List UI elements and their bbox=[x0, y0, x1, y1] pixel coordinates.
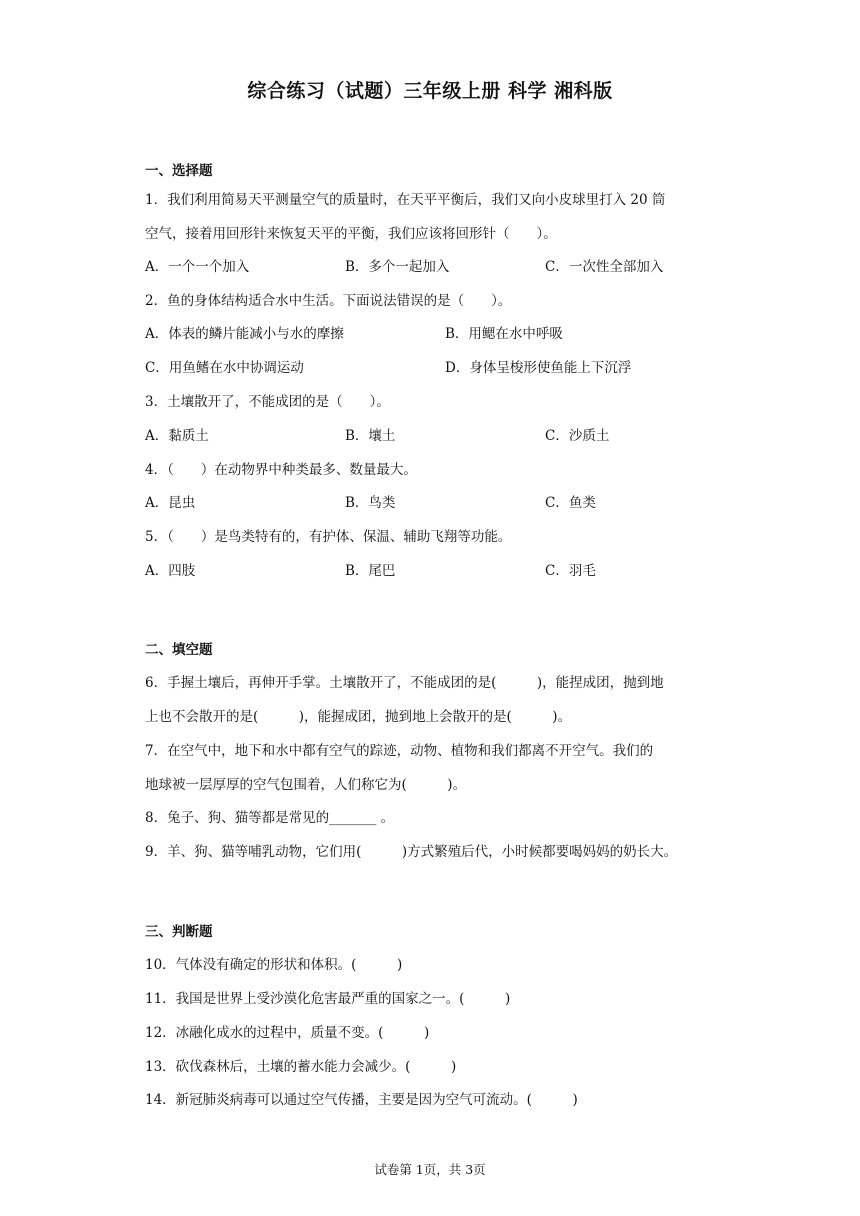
question-8: 8．兔子、狗、猫等都是常见的_______ 。 bbox=[145, 810, 395, 826]
question-6-line-2: 上也不会散开的是( )，能握成团，抛到地上会散开的是( )。 bbox=[145, 709, 572, 725]
question-4-option-a: A．昆虫 bbox=[145, 495, 196, 511]
question-5-option-a: A．四肢 bbox=[145, 563, 196, 579]
section-heading-fill-in: 二、填空题 bbox=[145, 642, 213, 658]
question-3-option-c: C．沙质土 bbox=[545, 428, 610, 444]
question-10: 10．气体没有确定的形状和体积。( ) bbox=[145, 957, 403, 973]
question-6-line-1: 6．手握土壤后，再伸开手掌。土壤散开了，不能成团的是( )，能捏成团，抛到地 bbox=[145, 675, 664, 691]
question-5-option-b: B．尾巴 bbox=[345, 563, 396, 579]
section-heading-true-false: 三、判断题 bbox=[145, 924, 213, 940]
question-12: 12．冰融化成水的过程中，质量不变。( ) bbox=[145, 1025, 430, 1041]
question-3-option-a: A．黏质土 bbox=[145, 428, 209, 444]
question-4-option-c: C．鱼类 bbox=[545, 495, 596, 511]
question-1-line-2: 空气，接着用回形针来恢复天平的平衡，我们应该将回形针（ ）。 bbox=[145, 226, 557, 242]
question-7-line-2: 地球被一层厚厚的空气包围着，人们称它为( )。 bbox=[145, 777, 467, 793]
question-1-option-c: C．一次性全部加入 bbox=[545, 259, 664, 275]
question-9: 9．羊、狗、猫等哺乳动物，它们用( )方式繁殖后代，小时候都要喝妈妈的奶长大。 bbox=[145, 844, 678, 860]
question-3: 3．土壤散开了，不能成团的是（ ）。 bbox=[145, 394, 390, 410]
question-4-option-b: B．鸟类 bbox=[345, 495, 396, 511]
question-4: 4．（ ）在动物界中种类最多、数量最大。 bbox=[145, 462, 417, 478]
page-footer: 试卷第 1页，共 3页 bbox=[374, 1162, 486, 1177]
question-5: 5．（ ）是鸟类特有的，有护体、保温、辅助飞翔等功能。 bbox=[145, 529, 512, 545]
page-title: 综合练习（试题）三年级上册 科学 湘科版 bbox=[247, 80, 613, 102]
question-2-option-b: B．用鳃在水中呼吸 bbox=[445, 326, 563, 342]
question-7-line-1: 7．在空气中，地下和水中都有空气的踪迹，动物、植物和我们都离不开空气。我们的 bbox=[145, 743, 654, 759]
question-3-option-b: B．壤土 bbox=[345, 428, 396, 444]
question-1-line-1: 1．我们利用简易天平测量空气的质量时，在天平平衡后，我们又向小皮球里打入 20 筒 bbox=[145, 192, 666, 208]
question-1-option-a: A．一个一个加入 bbox=[145, 259, 250, 275]
question-13: 13．砍伐森林后，土壤的蓄水能力会减少。( ) bbox=[145, 1059, 457, 1075]
question-2-option-d: D．身体呈梭形使鱼能上下沉浮 bbox=[445, 360, 632, 376]
question-2-option-a: A．体表的鳞片能减小与水的摩擦 bbox=[145, 326, 344, 342]
question-2-option-c: C．用鱼鳍在水中协调运动 bbox=[145, 360, 304, 376]
question-1-option-b: B．多个一起加入 bbox=[345, 259, 450, 275]
question-2: 2．鱼的身体结构适合水中生活。下面说法错误的是（ ）。 bbox=[145, 293, 512, 309]
section-heading-choice: 一、选择题 bbox=[145, 163, 213, 179]
question-5-option-c: C．羽毛 bbox=[545, 563, 596, 579]
question-11: 11．我国是世界上受沙漠化危害最严重的国家之一。( ) bbox=[145, 991, 511, 1007]
question-14: 14．新冠肺炎病毒可以通过空气传播，主要是因为空气可流动。( ) bbox=[145, 1092, 578, 1108]
